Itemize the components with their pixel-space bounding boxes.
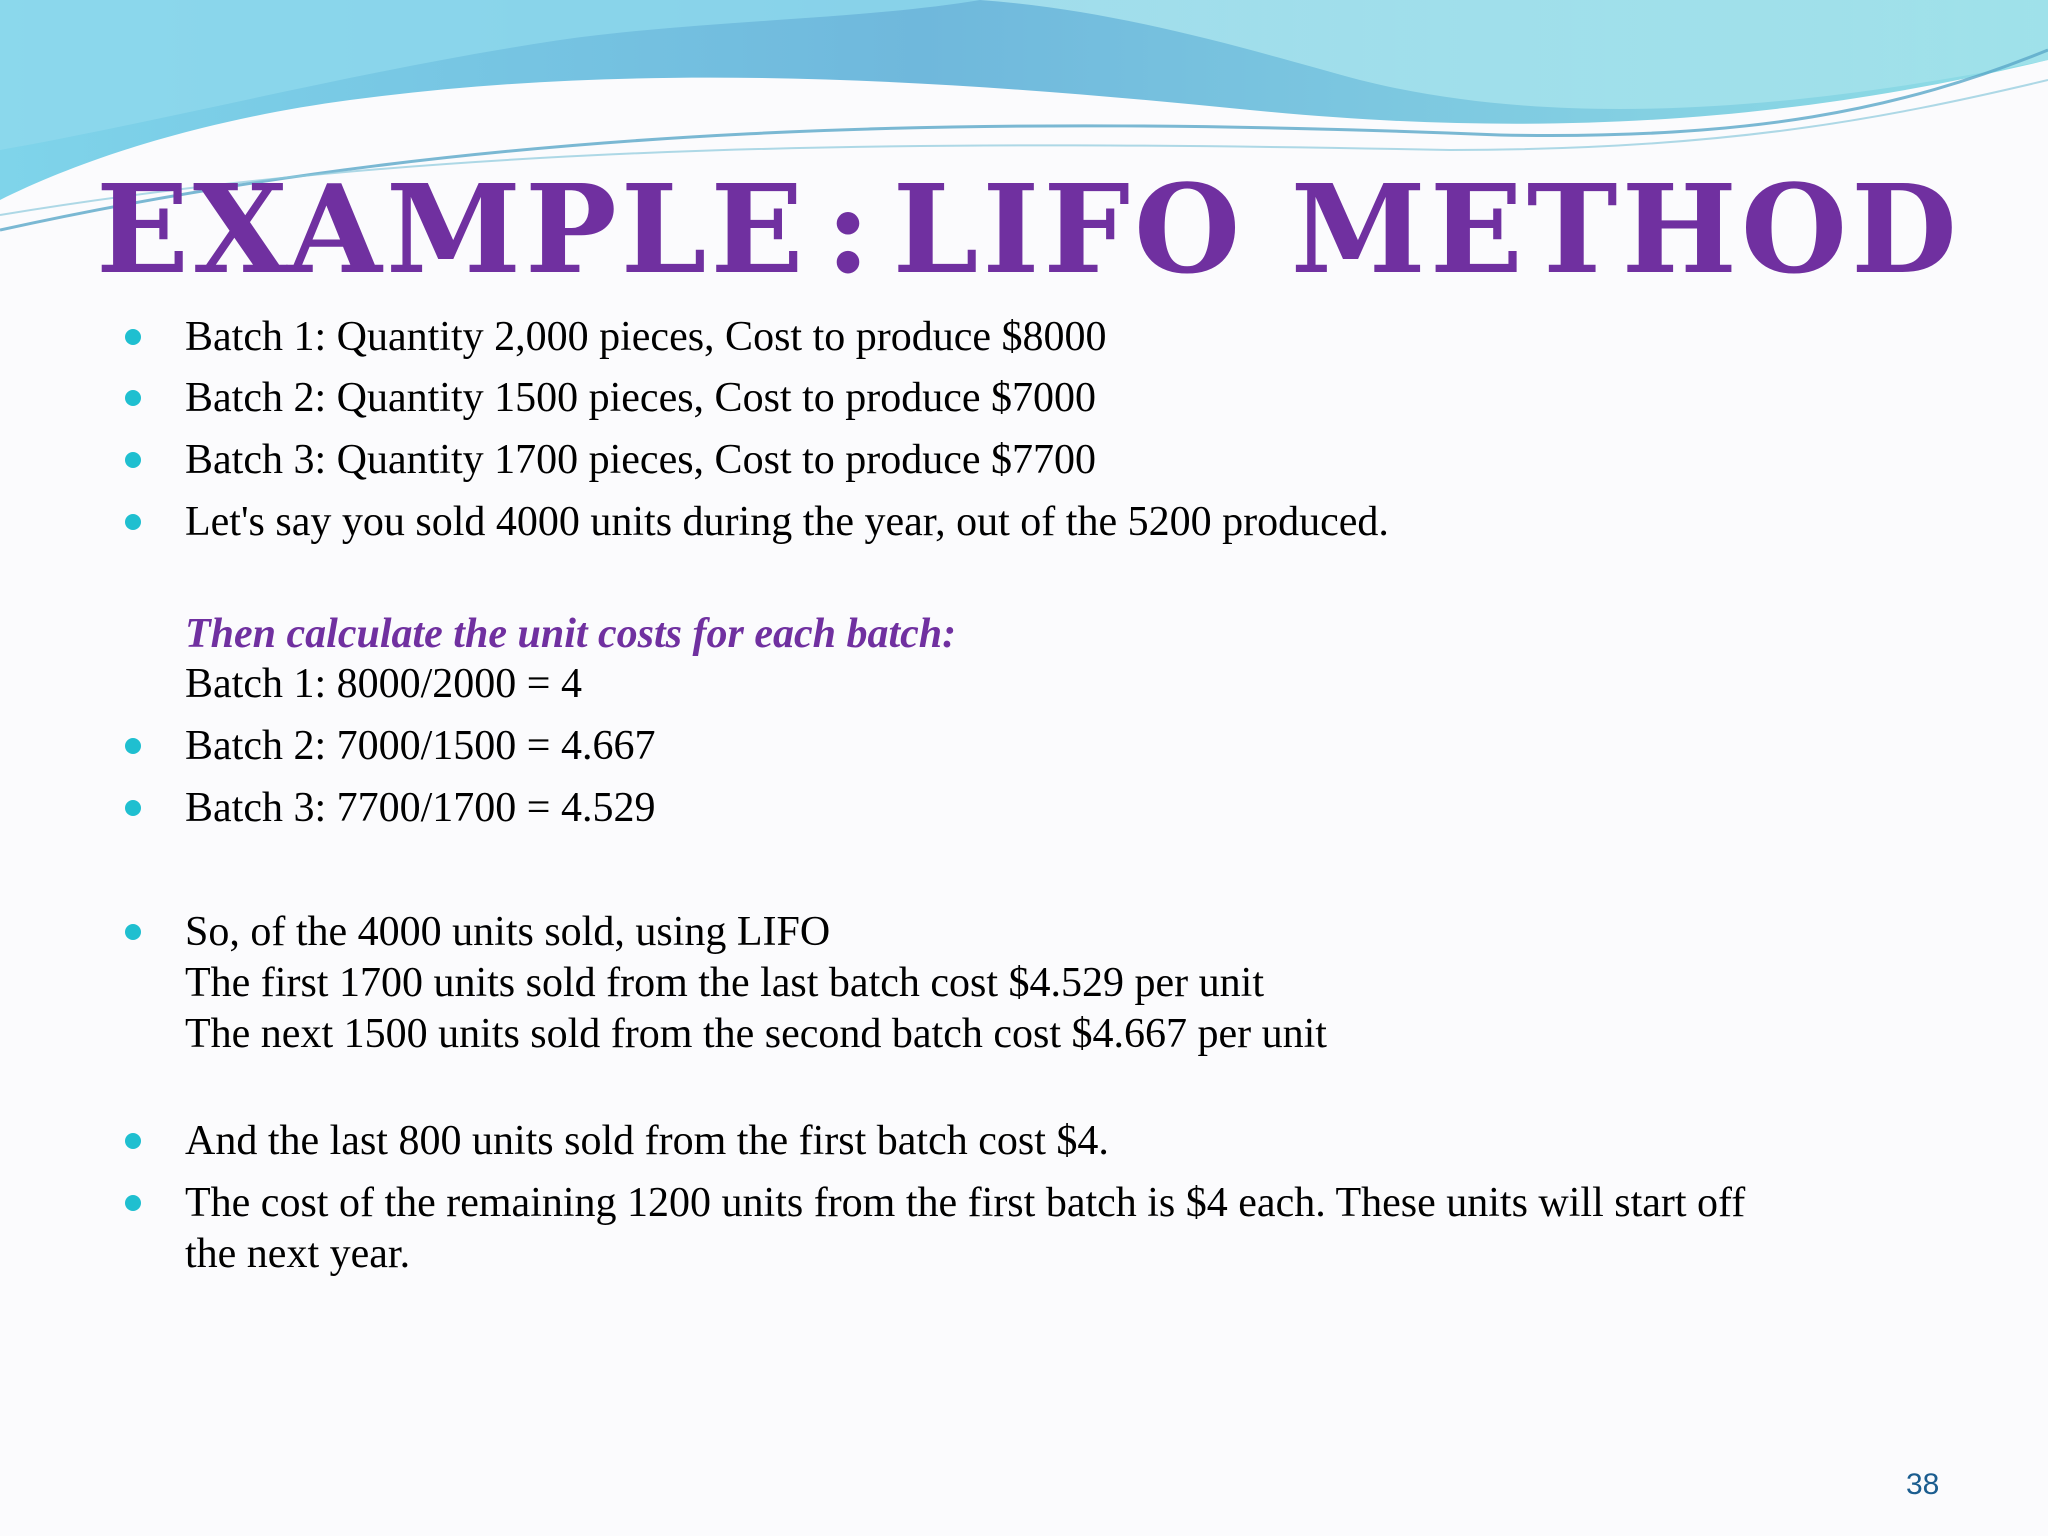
lifo-line-1: So, of the 4000 units sold, using LIFO (185, 909, 831, 955)
bullet-icon (125, 390, 141, 406)
calc-heading: Then calculate the unit costs for each batch: (185, 611, 957, 657)
lifo-line-3: The next 1500 units sold from the second batch cost $4.667 per unit (185, 1011, 1327, 1057)
title-separator: : (825, 157, 875, 301)
bullet-icon (125, 738, 141, 754)
list-item-batch-1: Batch 1: Quantity 2,000 pieces, Cost to produce $8000 (185, 314, 1107, 360)
list-item-units-sold: Let's say you sold 4000 units during the year, out of the 5200 produced. (185, 499, 1389, 545)
list-item-calc-batch-2: Batch 2: 7000/1500 = 4.667 (185, 723, 656, 769)
title-right: LIFO METHOD (892, 157, 1961, 301)
lifo-line-2: The first 1700 units sold from the last batch cost $4.529 per unit (185, 960, 1264, 1006)
bullet-icon (125, 1195, 141, 1211)
title-left: EXAMPLE (96, 157, 808, 301)
list-item-batch-3: Batch 3: Quantity 1700 pieces, Cost to produce $7700 (185, 437, 1097, 483)
bullet-icon (125, 452, 141, 468)
calc-line-batch-1: Batch 1: 8000/2000 = 4 (185, 661, 582, 707)
bullet-icon (125, 514, 141, 530)
list-item-calc-batch-3: Batch 3: 7700/1700 = 4.529 (185, 785, 656, 831)
bullet-icon (125, 1133, 141, 1149)
remaining-line-2: the next year. (185, 1231, 411, 1277)
remaining-line-1: The cost of the remaining 1200 units from the first batch is $4 each. These units will start off (185, 1180, 1746, 1226)
list-item-batch-2: Batch 2: Quantity 1500 pieces, Cost to produce $7000 (185, 375, 1097, 421)
bullet-icon (125, 924, 141, 940)
bullet-icon (125, 329, 141, 345)
page-number: 38 (1906, 1468, 1940, 1501)
bullet-icon (125, 800, 141, 816)
list-item-last-units: And the last 800 units sold from the first batch cost $4. (185, 1118, 1109, 1164)
